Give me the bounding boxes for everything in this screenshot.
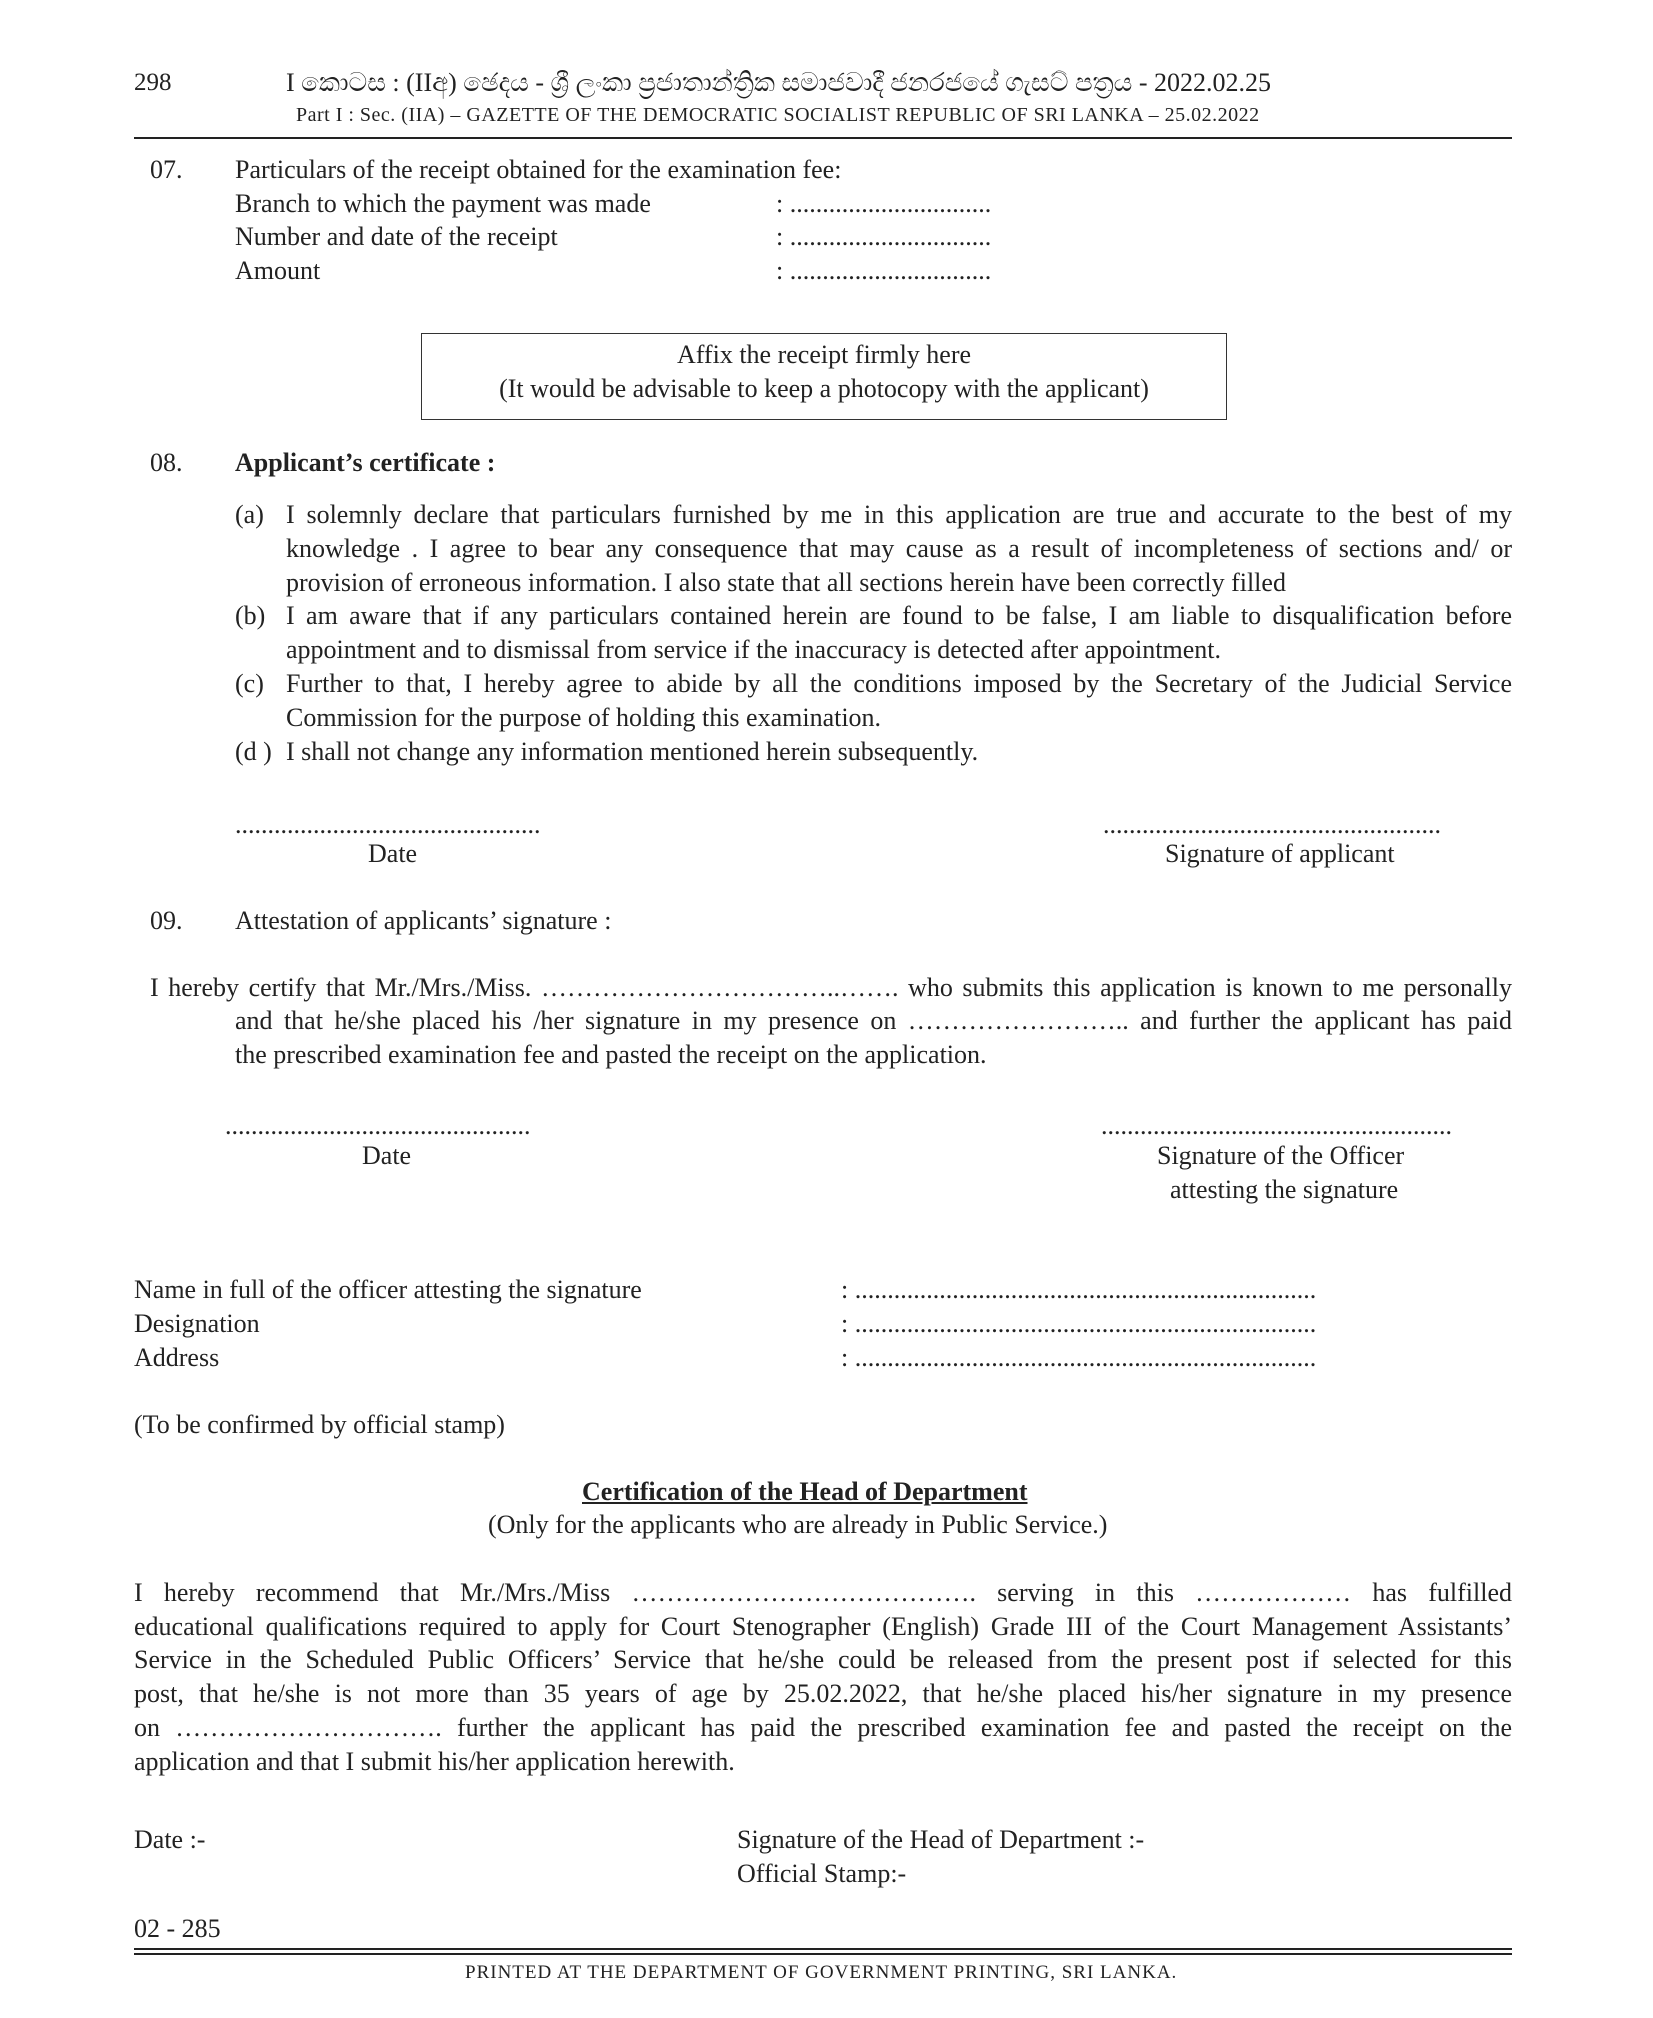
- attestation-line: the prescribed examination fee and pasted the receipt on the application.: [235, 1040, 987, 1069]
- field-label: Address: [134, 1343, 220, 1372]
- item-line: I am aware that if any particulars contained herein are found to be false, I am liable to disqualification before: [286, 601, 1512, 630]
- field-label: Number and date of the receipt: [235, 222, 558, 251]
- signature-dots[interactable]: ....................................................: [1103, 810, 1441, 839]
- item-marker: (d ): [235, 737, 272, 766]
- item-line: provision of erroneous information. I also state that all sections herein have been correctly filled: [286, 568, 1286, 597]
- field-label: Branch to which the payment was made: [235, 189, 651, 218]
- item-line: Further to that, I hereby agree to abide by all the conditions imposed by the Secretary of the Judicial Service: [286, 669, 1512, 698]
- receipt-box-line1: Affix the receipt firmly here: [676, 340, 972, 369]
- field-value[interactable]: : .......................................................................: [841, 1275, 1317, 1304]
- signature-officer-label: Signature of the Officer: [1157, 1141, 1405, 1170]
- attestation-line: I hereby certify that Mr./Mrs./Miss. ……………………………..……. who submits this application is known to me personally: [150, 973, 1512, 1002]
- item-marker: (b): [235, 601, 266, 630]
- item-line: appointment and to dismissal from service if the inaccuracy is detected after appointment.: [286, 635, 1221, 664]
- hod-line: Service in the Scheduled Public Officers’ Service that he/she could be released from the present post if selected for this: [134, 1645, 1512, 1674]
- item-marker: (c): [235, 669, 264, 698]
- hod-stamp-label: Official Stamp:-: [737, 1859, 907, 1888]
- date-dots[interactable]: ...............................................: [235, 810, 541, 839]
- hod-subtitle: (Only for the applicants who are already in Public Service.): [488, 1510, 1108, 1539]
- signature-applicant-label: Signature of applicant: [1165, 839, 1395, 868]
- date-label: Date: [368, 839, 418, 868]
- field-value[interactable]: : ...............................: [776, 189, 992, 218]
- hod-line: post, that he/she is not more than 35 years of age by 25.02.2022, that he/she placed his/her signature in my presence: [134, 1679, 1512, 1708]
- field-label: Amount: [235, 256, 321, 285]
- header-title-sinhala: I කොටස : (IIඅ) ඡෙදය - ශ්‍රී ලංකා ප්‍රජාතාන්ත්‍රික සමාජවාදී ජනරජයේ ගැසට් පත්‍රය - 2022.02.25: [286, 68, 1272, 97]
- signature-dots[interactable]: ......................................................: [1101, 1111, 1452, 1140]
- page-number: 298: [134, 69, 172, 96]
- signature-officer-label: attesting the signature: [1170, 1175, 1399, 1204]
- section-07-number: 07.: [150, 155, 183, 184]
- field-value[interactable]: : .......................................................................: [841, 1309, 1317, 1338]
- section-08-number: 08.: [150, 448, 183, 477]
- item-line: I shall not change any information mentioned herein subsequently.: [286, 737, 979, 766]
- document-code: 02 - 285: [134, 1914, 221, 1943]
- hod-date-label: Date :-: [134, 1825, 206, 1854]
- header-title-english: Part I : Sec. (IIA) – GAZETTE OF THE DEMOCRATIC SOCIALIST REPUBLIC OF SRI LANKA – 25.02.2022: [296, 104, 1260, 126]
- attestation-line: and that he/she placed his /her signature in my presence on …………………….. and further the applicant has paid: [235, 1006, 1512, 1035]
- hod-line: I hereby recommend that Mr./Mrs./Miss …………………………………. serving in this ……………… has fulfilled: [134, 1578, 1512, 1607]
- item-line: I solemnly declare that particulars furnished by me in this application are true and accurate to the best of my: [286, 500, 1512, 529]
- field-label: Designation: [134, 1309, 260, 1338]
- receipt-box: [421, 333, 1227, 420]
- header-rule: [134, 137, 1512, 139]
- date-label: Date: [362, 1141, 412, 1170]
- footer-rule-bottom: [134, 1953, 1512, 1955]
- hod-line: application and that I submit his/her application herewith.: [134, 1747, 735, 1776]
- field-value[interactable]: : ...............................: [776, 256, 992, 285]
- section-09-number: 09.: [150, 906, 183, 935]
- hod-line: on …………………………. further the applicant has paid the prescribed examination fee and pasted the receipt on the: [134, 1713, 1512, 1742]
- hod-title: Certification of the Head of Department: [582, 1477, 1028, 1506]
- footer-rule-top: [134, 1948, 1512, 1950]
- date-dots[interactable]: ...............................................: [225, 1111, 531, 1140]
- stamp-note: (To be confirmed by official stamp): [134, 1410, 505, 1439]
- item-line: Commission for the purpose of holding this examination.: [286, 703, 882, 732]
- receipt-box-line2: (It would be advisable to keep a photocopy with the applicant): [499, 374, 1149, 403]
- hod-line: educational qualifications required to apply for Court Stenographer (English) Grade III of the Court Management Assistants’: [134, 1612, 1512, 1641]
- field-value[interactable]: : .......................................................................: [841, 1343, 1317, 1372]
- section-07-title: Particulars of the receipt obtained for the examination fee:: [235, 155, 842, 184]
- section-08-title: Applicant’s certificate :: [235, 448, 496, 477]
- field-label: Name in full of the officer attesting the signature: [134, 1275, 642, 1304]
- item-marker: (a): [235, 500, 264, 529]
- field-value[interactable]: : ...............................: [776, 222, 992, 251]
- hod-signature-label: Signature of the Head of Department :-: [737, 1825, 1145, 1854]
- printer-footer: PRINTED AT THE DEPARTMENT OF GOVERNMENT PRINTING, SRI LANKA.: [465, 1962, 1178, 1983]
- item-line: knowledge . I agree to bear any consequence that may cause as a result of incompleteness of sections and/ or: [286, 534, 1512, 563]
- section-09-title: Attestation of applicants’ signature :: [235, 906, 612, 935]
